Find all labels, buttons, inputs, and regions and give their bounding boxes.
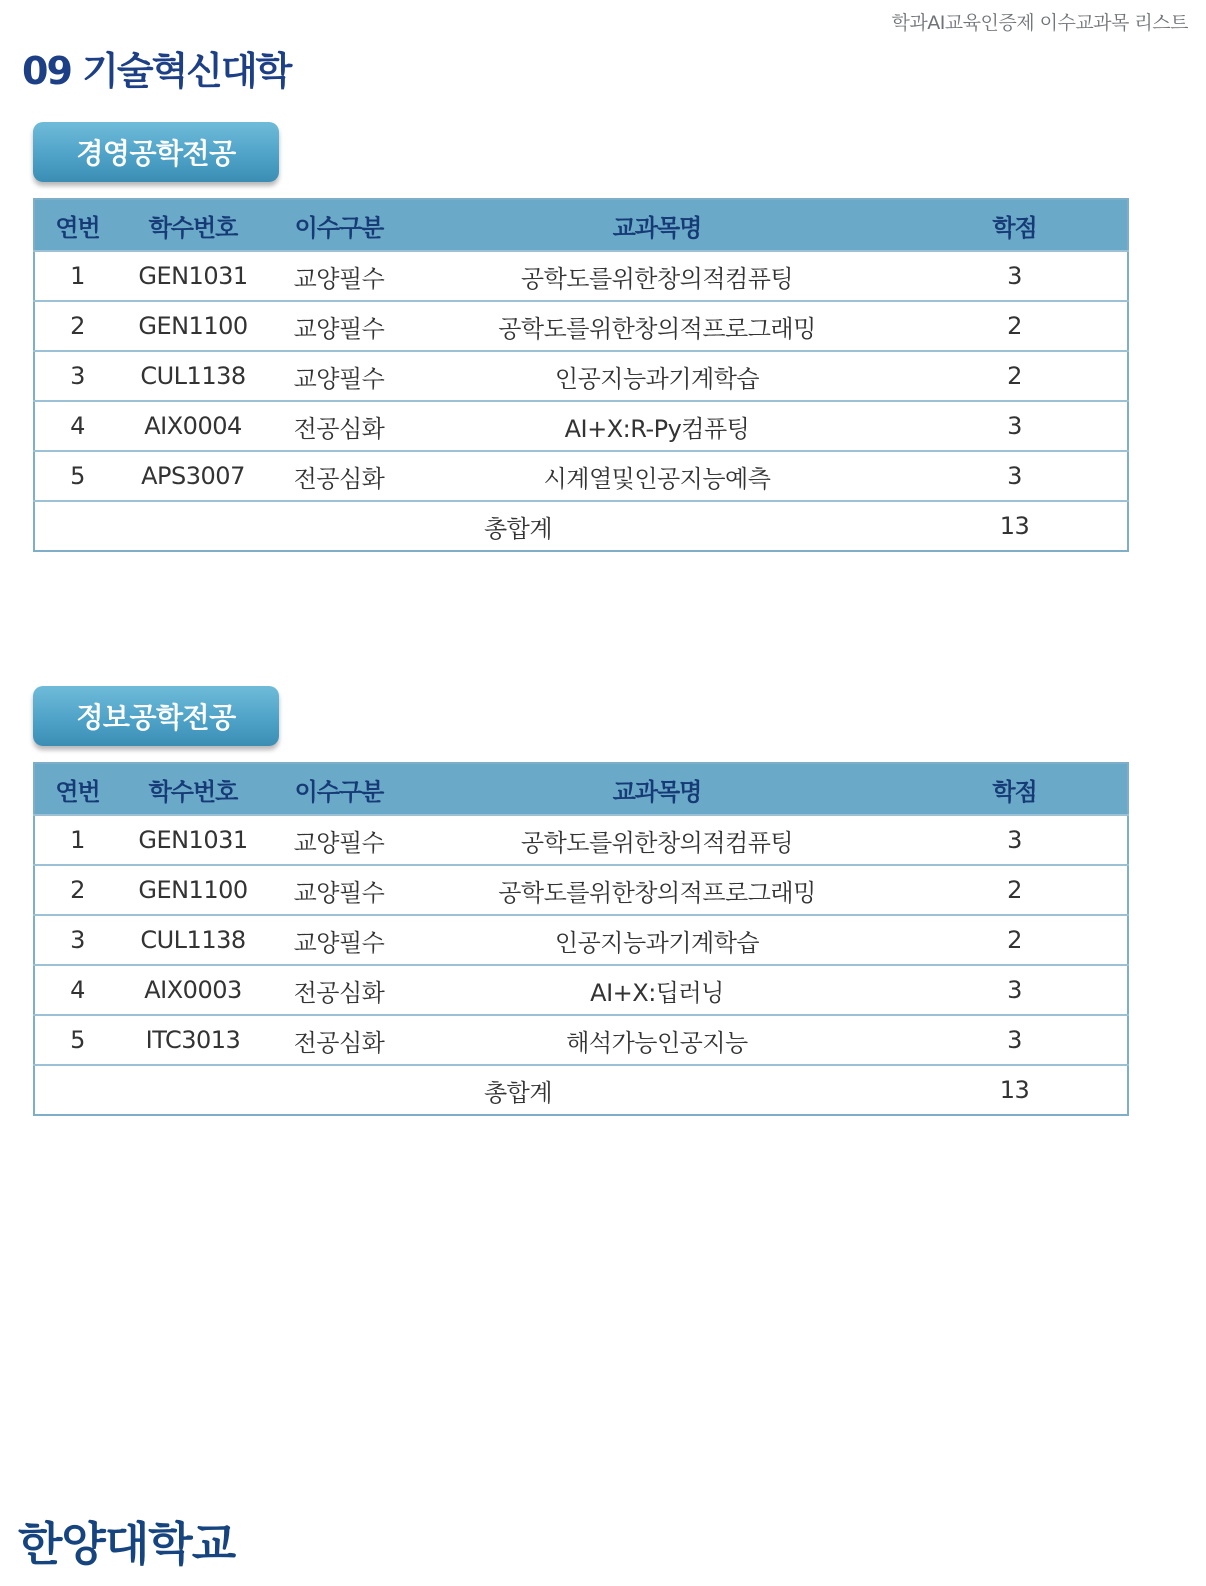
cell-course-name: 인공지능과기계학습	[412, 915, 902, 965]
cell-course-code: CUL1138	[120, 915, 266, 965]
table-row	[34, 915, 1128, 965]
total-credits: 13	[902, 501, 1128, 551]
cell-course-name: 공학도를위한창의적프로그래밍	[412, 865, 902, 915]
cell-credits: 2	[902, 301, 1128, 351]
cell-course-code: GEN1100	[120, 865, 266, 915]
col-header-no: 연번	[34, 763, 120, 815]
col-header-category: 이수구분	[266, 763, 412, 815]
cell-course-name: 공학도를위한창의적컴퓨팅	[412, 251, 902, 301]
cell-course-name: 시계열및인공지능예측	[412, 451, 902, 501]
total-label: 총합계	[34, 501, 902, 551]
cell-category: 교양필수	[266, 815, 412, 865]
section-management-engineering	[33, 122, 1127, 552]
cell-course-code: GEN1100	[120, 301, 266, 351]
col-header-no: 연번	[34, 199, 120, 251]
section-badge: 정보공학전공	[33, 686, 279, 746]
cell-category: 교양필수	[266, 915, 412, 965]
col-header-credits: 학점	[902, 763, 1128, 815]
cell-category: 전공심화	[266, 965, 412, 1015]
cell-credits: 3	[902, 965, 1128, 1015]
course-table	[33, 762, 1129, 1116]
table-row	[34, 1015, 1128, 1065]
cell-credits: 2	[902, 351, 1128, 401]
total-row	[34, 1065, 1128, 1115]
col-header-credits: 학점	[902, 199, 1128, 251]
cell-no: 2	[34, 301, 120, 351]
course-table	[33, 198, 1129, 552]
university-logo: 한양대학교	[18, 1517, 236, 1571]
cell-credits: 3	[902, 451, 1128, 501]
cell-no: 2	[34, 865, 120, 915]
table-row	[34, 351, 1128, 401]
cell-course-code: ITC3013	[120, 1015, 266, 1065]
cell-course-code: GEN1031	[120, 815, 266, 865]
section-badge: 경영공학전공	[33, 122, 279, 182]
col-header-category: 이수구분	[266, 199, 412, 251]
cell-course-name: 해석가능인공지능	[412, 1015, 902, 1065]
table-row	[34, 401, 1128, 451]
total-credits: 13	[902, 1065, 1128, 1115]
cell-course-name: 공학도를위한창의적프로그래밍	[412, 301, 902, 351]
table-row	[34, 451, 1128, 501]
cell-no: 1	[34, 251, 120, 301]
cell-category: 교양필수	[266, 351, 412, 401]
col-header-course-name: 교과목명	[412, 763, 902, 815]
cell-course-name: AI+X:R-Py컴퓨팅	[412, 401, 902, 451]
table-row	[34, 251, 1128, 301]
cell-course-code: APS3007	[120, 451, 266, 501]
cell-credits: 3	[902, 401, 1128, 451]
cell-course-name: AI+X:딥러닝	[412, 965, 902, 1015]
total-label: 총합계	[34, 1065, 902, 1115]
section-information-engineering	[33, 686, 1127, 1116]
cell-credits: 3	[902, 815, 1128, 865]
cell-credits: 2	[902, 915, 1128, 965]
header-note: 학과AI교육인증제 이수교과목 리스트	[891, 12, 1188, 34]
cell-credits: 3	[902, 251, 1128, 301]
cell-category: 전공심화	[266, 451, 412, 501]
table-header-row	[34, 763, 1128, 815]
table-header-row	[34, 199, 1128, 251]
cell-no: 5	[34, 451, 120, 501]
cell-course-code: CUL1138	[120, 351, 266, 401]
cell-credits: 3	[902, 1015, 1128, 1065]
cell-category: 전공심화	[266, 1015, 412, 1065]
cell-category: 교양필수	[266, 865, 412, 915]
page-title: 09 기술혁신대학	[22, 49, 291, 93]
cell-no: 1	[34, 815, 120, 865]
table-row	[34, 865, 1128, 915]
cell-course-code: AIX0003	[120, 965, 266, 1015]
cell-course-code: AIX0004	[120, 401, 266, 451]
col-header-course-code: 학수번호	[120, 199, 266, 251]
cell-no: 5	[34, 1015, 120, 1065]
cell-category: 교양필수	[266, 301, 412, 351]
cell-course-name: 인공지능과기계학습	[412, 351, 902, 401]
cell-category: 교양필수	[266, 251, 412, 301]
cell-no: 3	[34, 351, 120, 401]
table-row	[34, 965, 1128, 1015]
cell-credits: 2	[902, 865, 1128, 915]
table-row	[34, 301, 1128, 351]
cell-no: 4	[34, 401, 120, 451]
cell-course-code: GEN1031	[120, 251, 266, 301]
col-header-course-name: 교과목명	[412, 199, 902, 251]
table-row	[34, 815, 1128, 865]
cell-no: 4	[34, 965, 120, 1015]
cell-no: 3	[34, 915, 120, 965]
total-row	[34, 501, 1128, 551]
cell-category: 전공심화	[266, 401, 412, 451]
cell-course-name: 공학도를위한창의적컴퓨팅	[412, 815, 902, 865]
col-header-course-code: 학수번호	[120, 763, 266, 815]
